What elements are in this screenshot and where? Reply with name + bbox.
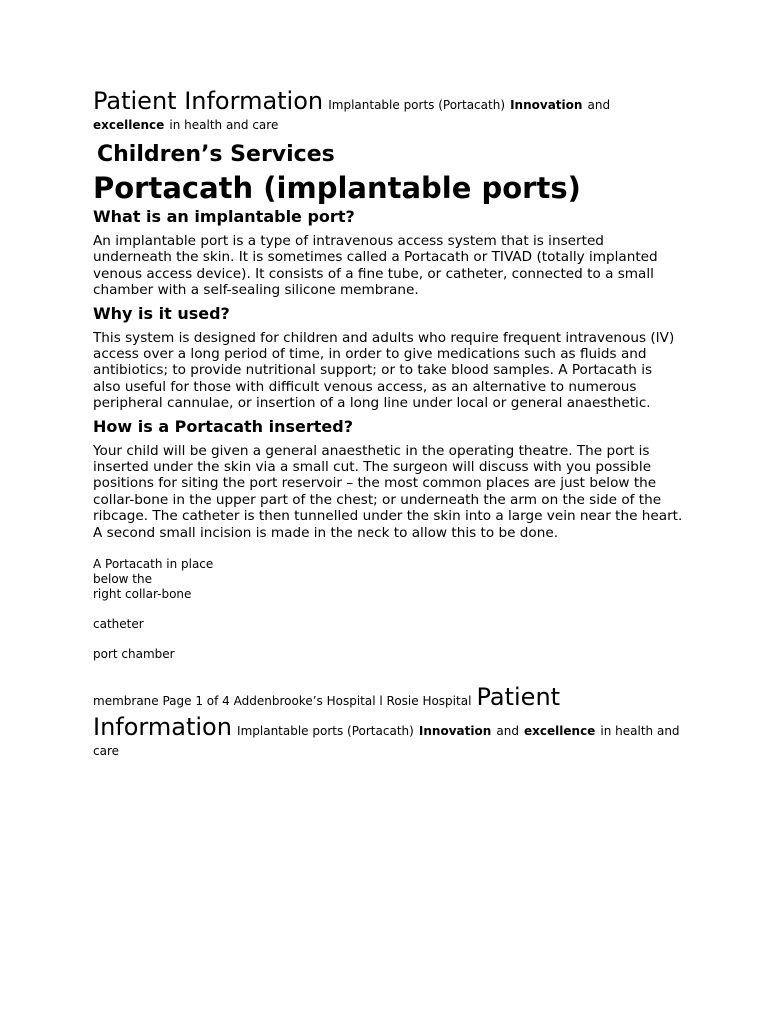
caption-gap [93, 632, 683, 647]
header-tail: in health and care [169, 118, 279, 132]
caption-line-1: A Portacath in place [93, 557, 214, 572]
section-body-why: This system is designed for children and adults who require frequent intravenous (IV) access over a long period of time, in order to give medications such as fluids and antibiotics; to provide nutritional support; or to take blood samples. A Portacath is also useful for those with difficult venous access, as an alternative to numerous peripheral cannulae, or insertion of a long line under local or general anaesthetic. [93, 329, 675, 412]
page-header [93, 86, 683, 133]
header-title: Patient Information [93, 87, 324, 115]
caption-catheter: catheter [93, 617, 144, 632]
footer-and: and [496, 724, 519, 739]
section-heading-what: What is an implantable port? [93, 207, 355, 226]
footer-subtitle: Implantable ports (Portacath) [237, 724, 414, 739]
header-subtitle: Implantable ports (Portacath) [328, 98, 505, 112]
page-footer [93, 682, 683, 759]
section-heading-how: How is a Portacath inserted? [93, 416, 353, 436]
footer-title-word1: Patient [476, 683, 561, 712]
header-and: and [587, 98, 611, 112]
footer-tail: in health and care [93, 724, 680, 759]
section-body-what: An implantable port is a type of intravenous access system that is inserted underneath the skin. It is sometimes called a Portacath or TIVAD (totally implanted venous access device). It consists of a fine tube, or catheter, connected to a small chamber with a self-sealing silicone membrane. [93, 233, 658, 299]
header-innovation: Innovation [510, 98, 583, 112]
header-excellence: excellence [93, 118, 165, 132]
figure-captions [93, 557, 683, 662]
main-title: Portacath (implantable ports) [93, 171, 581, 205]
section-body-how: Your child will be given a general anaesthetic in the operating theatre. The port is inserted under the skin via a small cut. The surgeon will discuss with you possible positions for siting the port reservoir – the most common places are just below the collar-bone in the upper part of the chest; or underneath the arm on the side of the ribcage. The catheter is then tunnelled under the skin into a large vein near the heart. A second small incision is made in the neck to allow this to be done. [93, 442, 683, 541]
footer-lead: membrane Page 1 of 4 Addenbrooke’s Hospital l Rosie Hospital [93, 694, 472, 709]
section-heading-why: Why is it used? [93, 303, 230, 323]
footer-excellence: excellence [524, 724, 596, 739]
footer-title-word2: Information [93, 713, 232, 742]
department-title: Children’s Services [97, 142, 335, 167]
caption-line-3: right collar-bone [93, 587, 192, 602]
caption-port-chamber: port chamber [93, 647, 175, 662]
document-page [93, 86, 683, 759]
caption-line-2: below the [93, 572, 152, 587]
footer-innovation: Innovation [418, 724, 492, 739]
caption-gap [93, 602, 683, 617]
